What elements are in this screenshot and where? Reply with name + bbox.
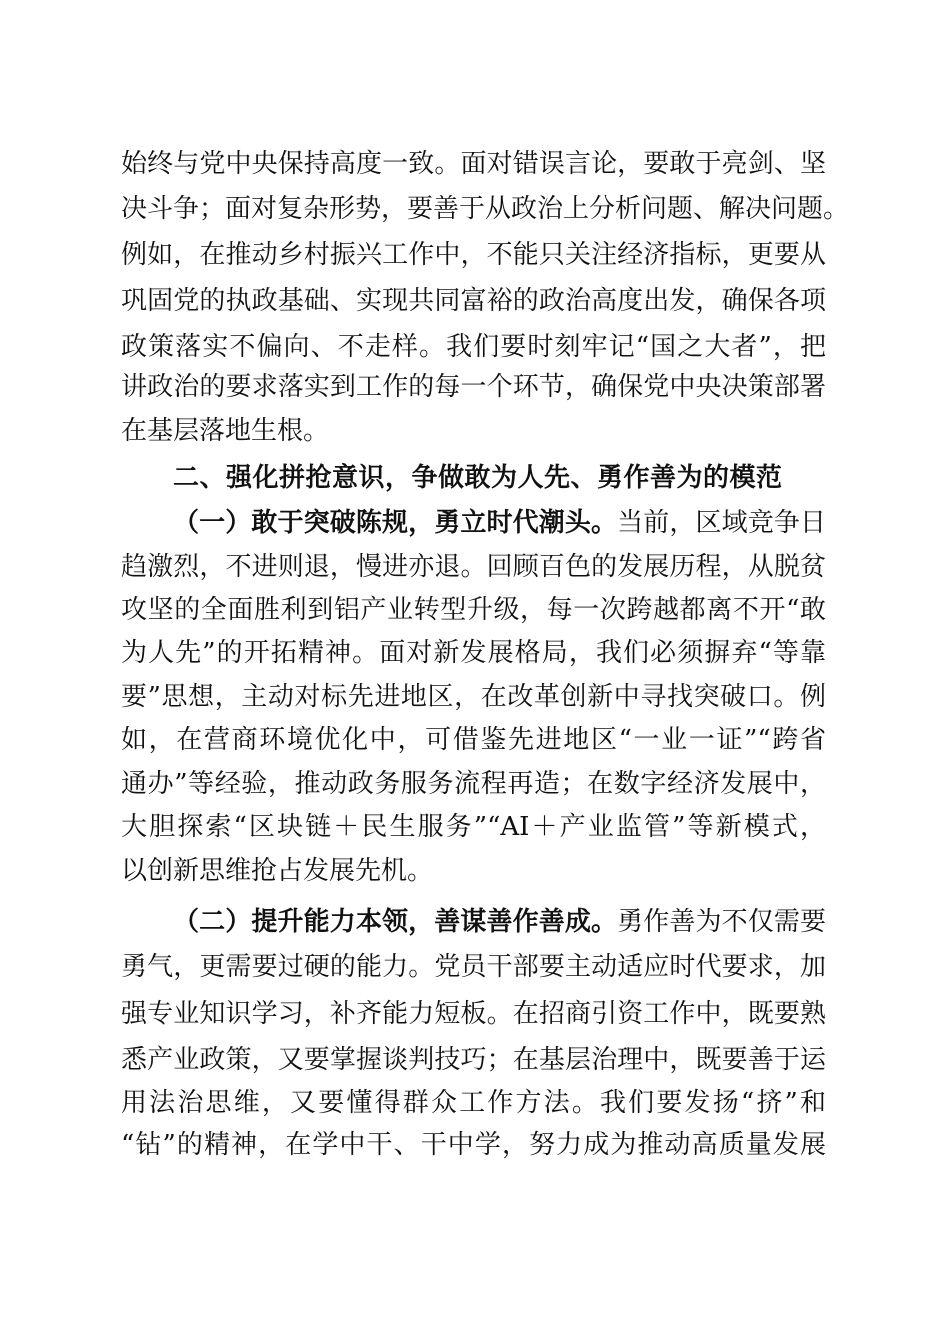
paragraph-line: 以创新思维抢占发展先机。 [121,856,434,886]
paragraph-text: 勇作善为不仅需要 [617,907,826,937]
paragraph-line: 例如，在推动乡村振兴工作中，不能只关注经济指标，更要从 [121,240,826,270]
paragraph-line: 用法治思维，又要懂得群众工作方法。我们要发扬“挤”和 [121,1088,826,1118]
paragraph-line: 巩固党的执政基础、实现共同富裕的政治高度出发，确保各项 [121,286,826,316]
paragraph-line: 在基层落地生根。 [121,416,330,446]
paragraph-line: 攻坚的全面胜利到铝产业转型升级，每一次跨越都离不开“敢 [121,595,826,625]
subheading-lead: （二）提升能力本领，善谋善作善成。 [173,907,618,937]
paragraph-line: 趋激烈，不进则退，慢进亦退。回顾百色的发展历程，从脱贫 [121,552,826,582]
paragraph-line: 勇气，更需要过硬的能力。党员干部要主动适应时代要求，加 [121,952,826,982]
paragraph-line: “钻”的精神，在学中干、干中学，努力成为推动高质量发展 [121,1130,826,1160]
paragraph-line: 通办”等经验，推动政务服务流程再造；在数字经济发展中， [121,769,826,799]
paragraph-line: 决斗争；面对复杂形势，要善于从政治上分析问题、解决问题。 [121,194,850,224]
paragraph-line: 政策落实不偏向、不走样。我们要时刻牢记“国之大者”，把 [121,332,826,362]
paragraph-line: 为人先”的开拓精神。面对新发展格局，我们必须摒弃“等靠 [121,638,826,668]
paragraph-line: 讲政治的要求落实到工作的每一个环节，确保党中央决策部署 [121,372,826,402]
paragraph-line: 要”思想，主动对标先进地区，在改革创新中寻找突破口。例 [121,682,826,712]
paragraph-first-line [173,902,826,942]
paragraph-first-line [173,503,826,543]
section-heading: 二、强化拼抢意识，争做敢为人先、勇作善为的模范 [173,463,783,493]
paragraph-line: 始终与党中央保持高度一致。面对错误言论，要敢于亮剑、坚 [121,149,826,179]
subheading-lead: （一）敢于突破陈规，勇立时代潮头。 [173,508,618,538]
paragraph-line: 如，在营商环境优化中，可借鉴先进地区“一业一证”“跨省 [121,725,826,755]
paragraph-text: 当前，区域竞争日 [617,508,826,538]
paragraph-line: 强专业知识学习，补齐能力短板。在招商引资工作中，既要熟 [121,999,826,1029]
paragraph-line: 悉产业政策，又要掌握谈判技巧；在基层治理中，既要善于运 [121,1045,826,1075]
paragraph-line: 大胆探索“区块链＋民生服务”“AI＋产业监管”等新模式， [121,812,826,842]
